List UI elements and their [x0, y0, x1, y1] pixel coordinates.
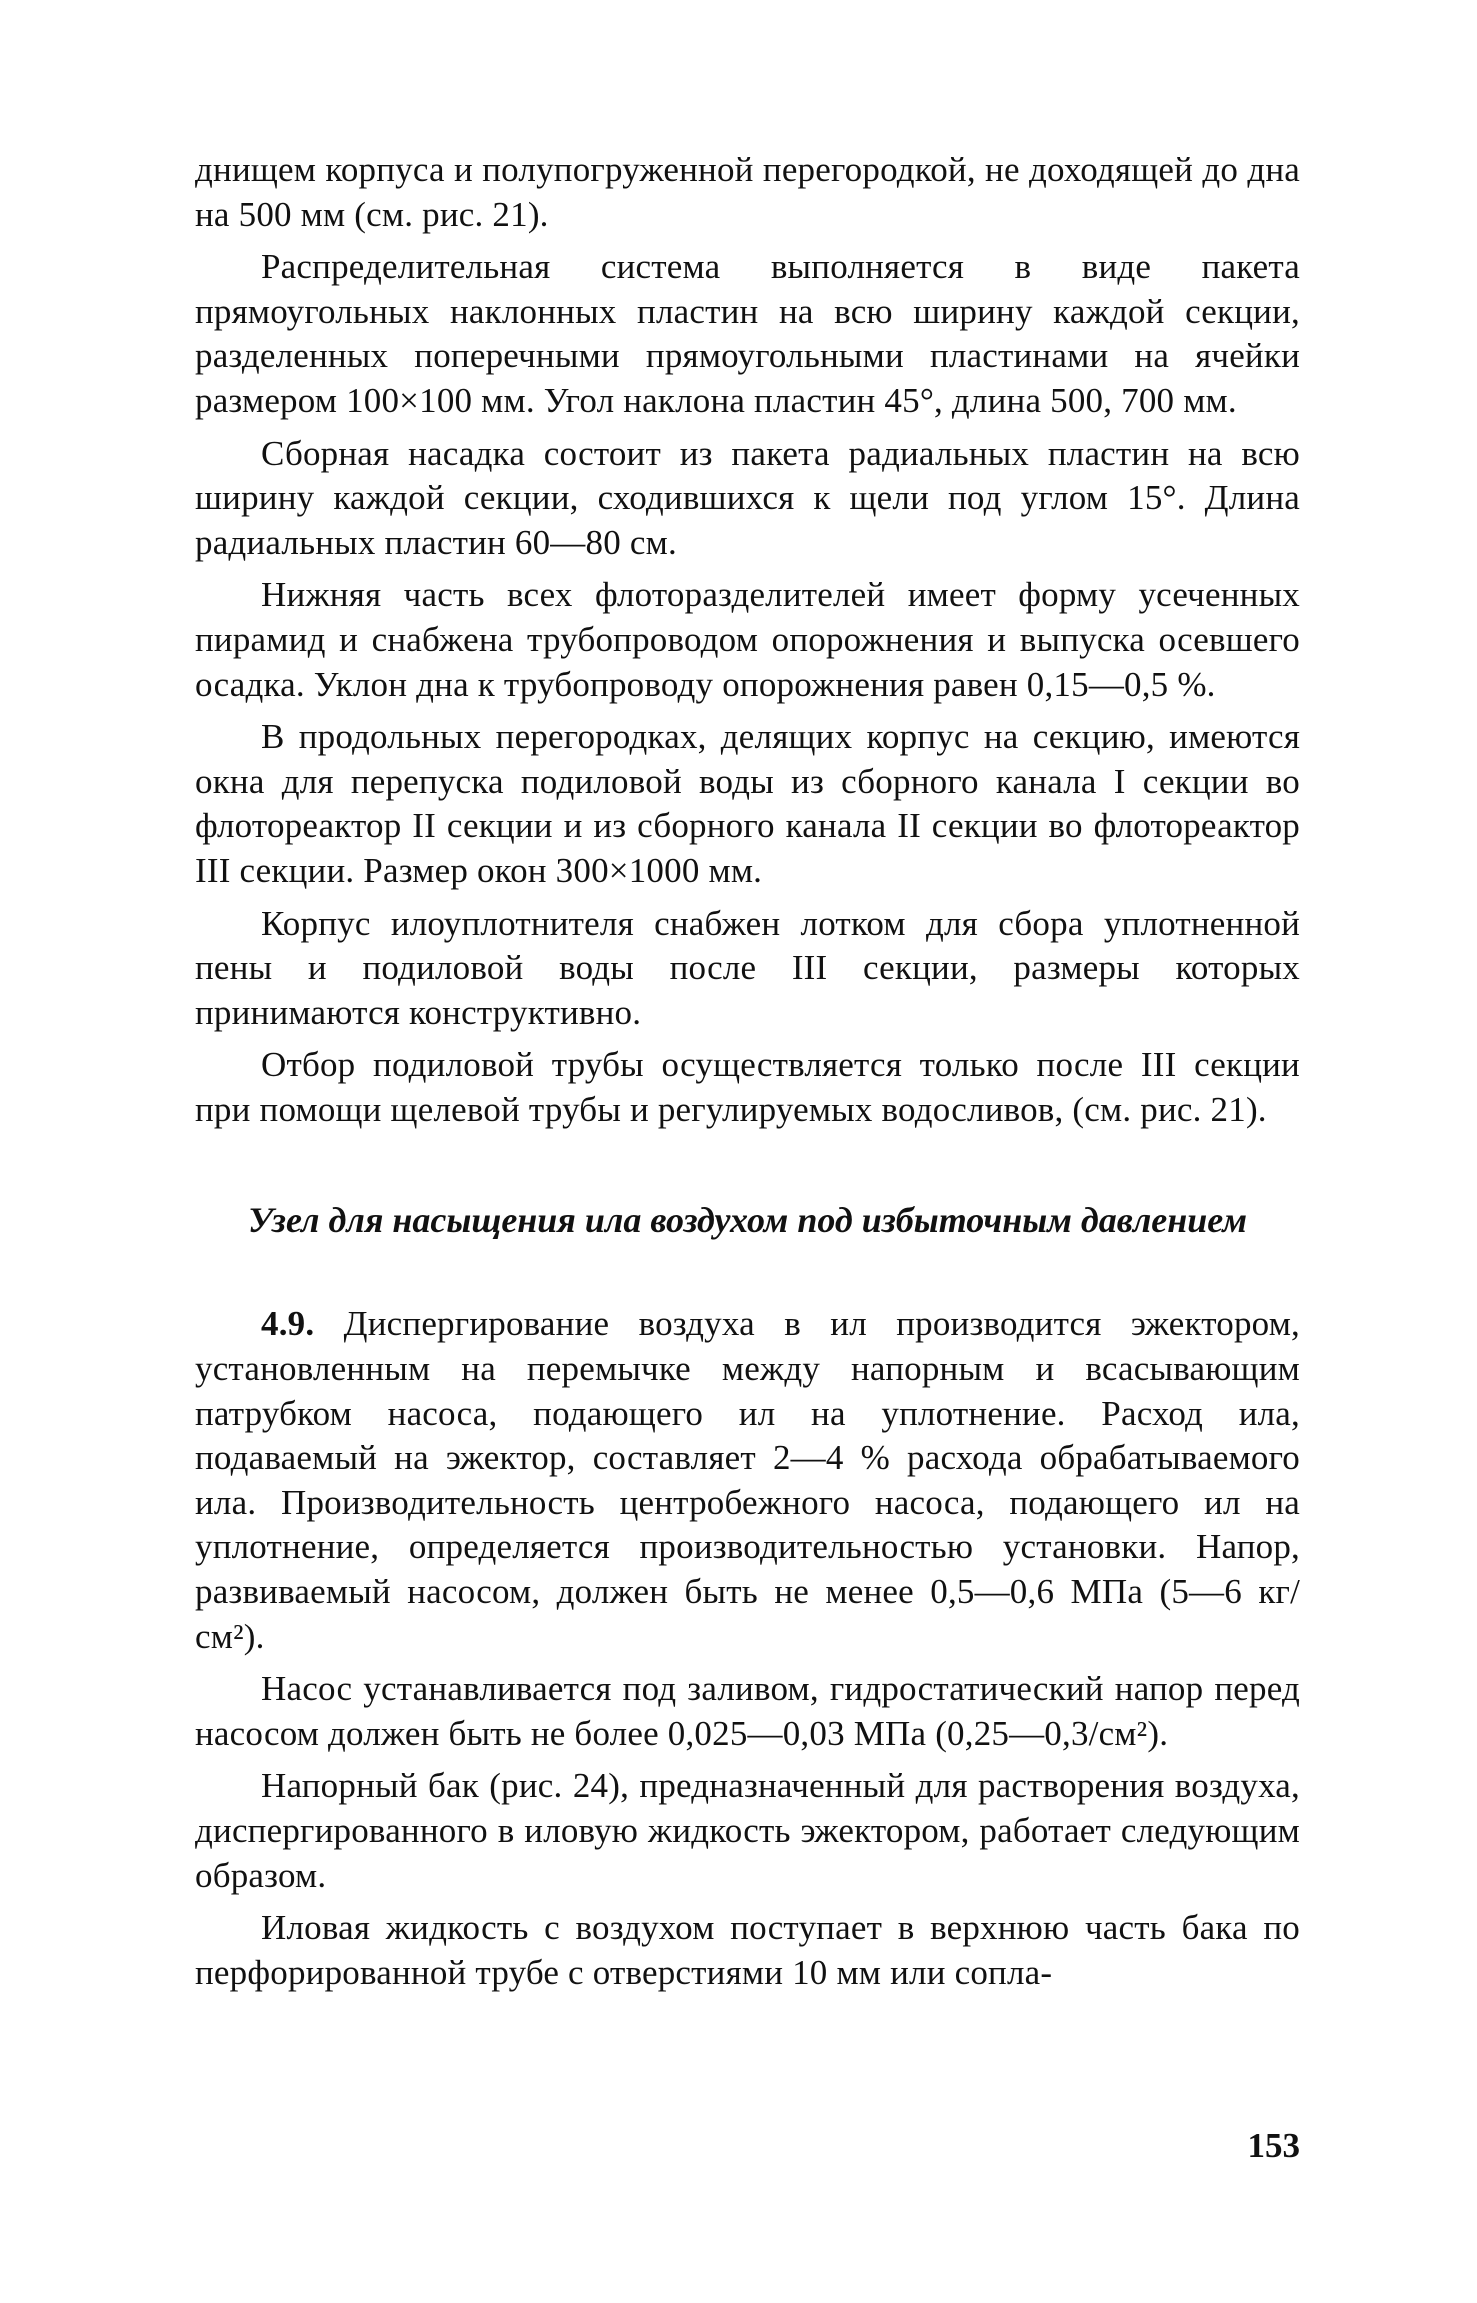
paragraph-pump: Насос устанавливается под заливом, гидростатический напор перед насосом должен быть не более 0,025—0,03 МПа (0,25—0,3/см²). [195, 1669, 1300, 1753]
paragraph-4-9-text: Диспергирование воздуха в ил производится эжектором, установленным на перемычке между напорным и всасывающим патрубком насоса, подающего ил на уплотнение. Расход ила, подаваемый на эжектор, составляет 2—4 % расхода обрабатываемого ила. Производительность центробежного насоса, подающего ил на уплотнение, определяется производительностью установки. Напор, развиваемый насосом, должен быть не менее 0,5—0,6 МПа (5—6 кг/см²). [195, 1304, 1300, 1656]
paragraph-4-9 [195, 1302, 1300, 1659]
paragraph-2: Распределительная система выполняется в виде пакета прямоугольных наклонных пластин на всю ширину каждой секции, разделенных поперечными прямоугольными пластинами на ячейки размером 100×100 мм. Угол наклона пластин 45°, длина 500, 700 мм. [195, 247, 1300, 420]
paragraph-7: Отбор подиловой трубы осуществляется только после III секции при помощи щелевой трубы и регулируемых водосливов, (см. рис. 21). [195, 1045, 1300, 1129]
page-body [195, 148, 1300, 2258]
section-heading: Узел для насыщения ила воздухом под избыточным давлением [247, 1200, 1248, 1241]
paragraph-6: Корпус илоуплотнителя снабжен лотком для сбора уплотненной пены и подиловой воды после III секции, размеры которых принимаются конструктивно. [195, 903, 1300, 1032]
paragraph-4: Нижняя часть всех флоторазделителей имеет форму усеченных пирамид и снабжена трубопроводом опорожнения и выпуска осевшего осадка. Уклон дна к трубопроводу опорожнения равен 0,15—0,5 %. [195, 575, 1300, 704]
paragraph-tank: Напорный бак (рис. 24), предназначенный для растворения воздуха, диспергированного в иловую жидкость эжектором, работает следующим образом. [195, 1766, 1300, 1895]
paragraph-1: днищем корпуса и полупогруженной перегородкой, не доходящей до дна на 500 мм (см. рис. 21). [195, 150, 1300, 234]
page-number: 153 [1247, 2126, 1300, 2165]
paragraph-5: В продольных перегородках, делящих корпус на секцию, имеются окна для перепуска подиловой воды из сборного канала I секции во флотореактор II секции и из сборного канала II секции во флотореактор III секции. Размер окон 300×1000 мм. [195, 717, 1300, 890]
paragraph-sludge: Иловая жидкость с воздухом поступает в верхнюю часть бака по перфорированной трубе с отверстиями 10 мм или сопла- [195, 1908, 1300, 1992]
paragraph-3: Сборная насадка состоит из пакета радиальных пластин на всю ширину каждой секции, сходившихся к щели под углом 15°. Длина радиальных пластин 60—80 см. [195, 433, 1300, 562]
paragraph-number: 4.9. [261, 1304, 315, 1344]
